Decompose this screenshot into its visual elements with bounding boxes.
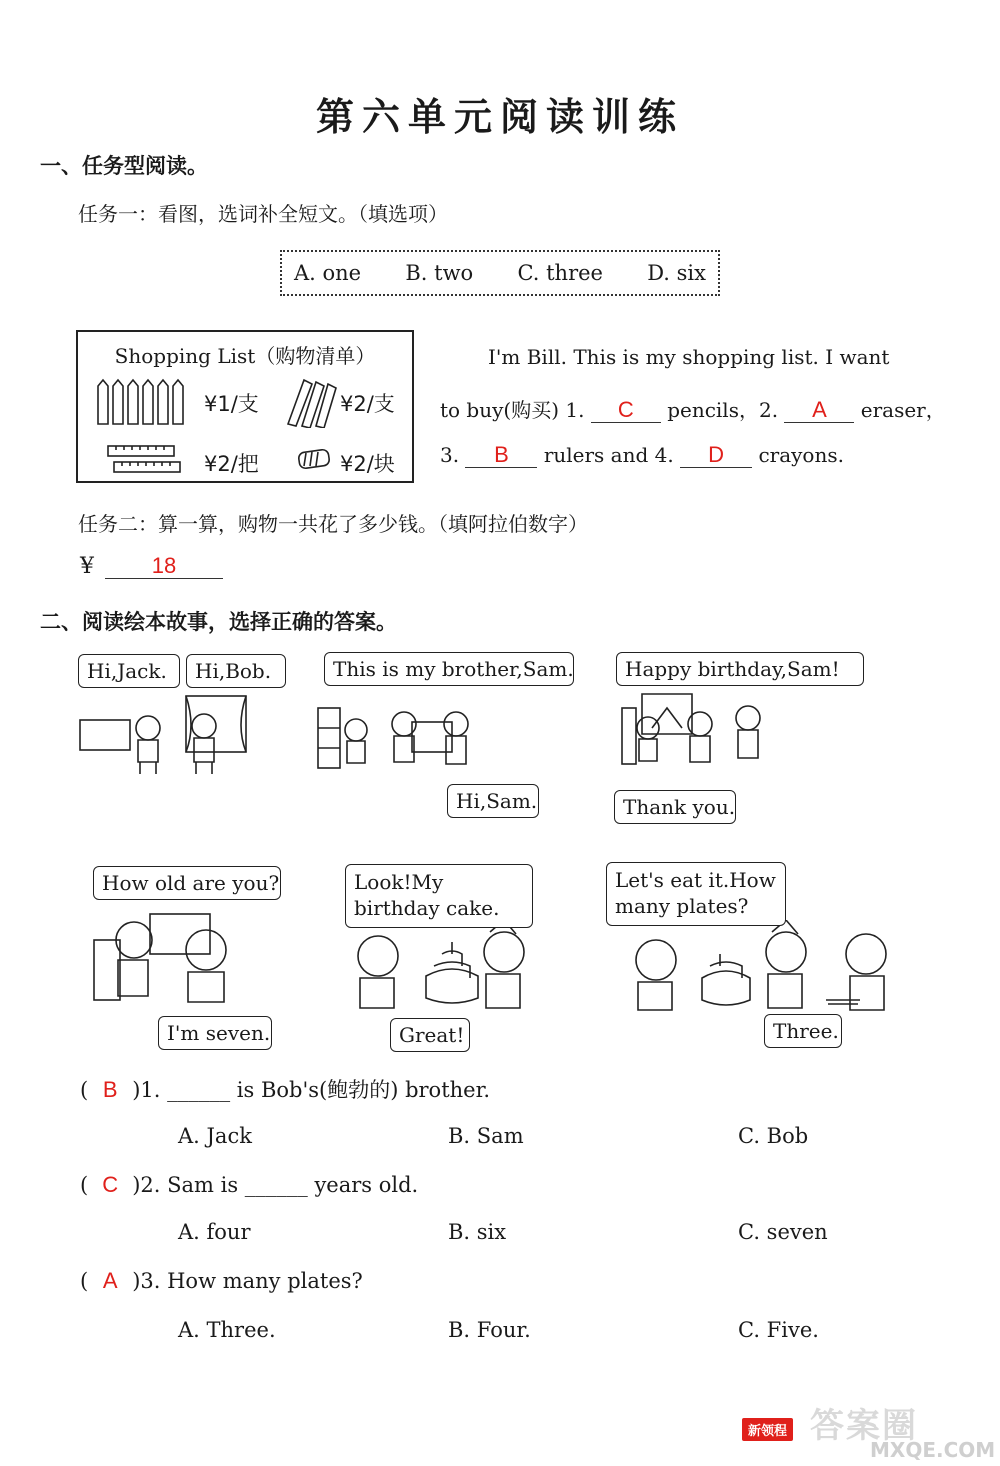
price-crayon: ¥2/支 — [340, 392, 395, 416]
bubble-how-old: How old are you? — [93, 866, 281, 900]
text-span: rulers and 4. — [543, 443, 674, 467]
q2-option-c: C. seven — [738, 1220, 828, 1244]
text-span: eraser， — [860, 398, 946, 422]
panel-2-illustration — [316, 688, 486, 780]
bubble-lets-eat: Let's eat it.How many plates? — [606, 862, 786, 926]
shopping-list-title: Shopping List（购物清单） — [114, 344, 376, 368]
q3-option-b: B. Four. — [448, 1318, 531, 1342]
text-span: crayons. — [758, 443, 844, 467]
answer-2: C — [102, 1172, 119, 1197]
option-b: B. two — [405, 261, 474, 285]
publisher-logo: 新领程 — [742, 1418, 793, 1441]
question-1: ( B )1. ______ is Bob's(鲍勃的) brother. — [80, 1077, 491, 1102]
task2-instruction: 任务二：算一算，购物一共花了多少钱。（填阿拉伯数字） — [78, 512, 588, 536]
bubble-hi-jack: Hi,Jack. — [78, 654, 180, 688]
text-span: 3. — [440, 443, 460, 467]
q3-option-c: C. Five. — [738, 1318, 819, 1342]
bubble-this-is-my-brother: This is my brother,Sam. — [324, 652, 574, 686]
option-d: D. six — [647, 261, 706, 285]
bubble-three: Three. — [764, 1014, 842, 1048]
answer-blank-1: C — [591, 398, 661, 423]
answer-blank-3: B — [465, 443, 537, 468]
q2-option-b: B. six — [448, 1220, 507, 1244]
paragraph-line2 — [440, 394, 946, 423]
bubble-hi-bob: Hi,Bob. — [186, 654, 286, 688]
shopping-list-box — [76, 330, 414, 483]
q1-option-c: C. Bob — [738, 1124, 809, 1148]
question-2: ( C )2. Sam is ______ years old. — [80, 1172, 419, 1197]
question-3-text: )3. How many plates? — [132, 1269, 363, 1293]
q1-option-b: B. Sam — [448, 1124, 524, 1148]
word-options-box — [280, 250, 720, 296]
panel-1-illustration — [76, 690, 286, 780]
total-blank: 18 — [105, 554, 223, 579]
q1-option-a: A. Jack — [178, 1124, 252, 1148]
answer-blank-2: A — [784, 398, 854, 423]
q2-option-a: A. four — [178, 1220, 251, 1244]
price-eraser: ¥2/块 — [340, 452, 395, 476]
panel-3-illustration — [612, 688, 782, 776]
price-pencil: ¥1/支 — [204, 392, 259, 416]
bubble-im-seven: I'm seven. — [158, 1016, 272, 1050]
total-answer — [80, 554, 223, 579]
bubble-birthday-cake: Look!My birthday cake. — [345, 864, 533, 928]
bubble-happy-birthday: Happy birthday,Sam! — [616, 652, 864, 686]
paragraph-line3 — [440, 443, 844, 468]
q3-option-a: A. Three. — [178, 1318, 276, 1342]
answer-3: A — [102, 1268, 118, 1293]
pencils-icon — [94, 378, 194, 428]
crayons-icon — [284, 374, 340, 428]
question-2-text: )2. Sam is ______ years old. — [132, 1173, 419, 1197]
panel-5-illustration — [346, 920, 536, 1012]
yen-sign: ¥ — [80, 554, 94, 579]
rulers-icon — [106, 442, 182, 476]
text-span: to buy(购买) 1. — [440, 398, 585, 422]
question-1-text: )1. ______ is Bob's(鲍勃的) brother. — [132, 1078, 491, 1102]
bubble-great: Great! — [390, 1018, 470, 1052]
section1-heading: 一、任务型阅读。 — [40, 154, 208, 178]
eraser-icon — [296, 448, 332, 470]
paragraph-line1: I'm Bill. This is my shopping list. I want — [488, 345, 890, 369]
option-c: C. three — [517, 261, 603, 285]
section2-heading: 二、阅读绘本故事，选择正确的答案。 — [40, 610, 397, 634]
bubble-hi-sam: Hi,Sam. — [447, 784, 539, 818]
watermark: 答案圈 — [810, 1406, 918, 1446]
panel-6-illustration — [626, 920, 896, 1014]
answer-blank-4: D — [680, 443, 752, 468]
watermark-url: MXQE.COM — [870, 1438, 996, 1462]
text-span: pencils，2. — [667, 398, 779, 422]
price-ruler: ¥2/把 — [204, 452, 259, 476]
task1-instruction: 任务一：看图，选词补全短文。（填选项） — [78, 202, 448, 226]
panel-4-illustration — [92, 910, 272, 1006]
question-3: ( A )3. How many plates? — [80, 1268, 363, 1293]
answer-1: B — [102, 1077, 118, 1102]
bubble-thank-you: Thank you. — [614, 790, 736, 824]
option-a: A. one — [294, 261, 362, 285]
page-title: 第六单元阅读训练 — [315, 95, 684, 139]
